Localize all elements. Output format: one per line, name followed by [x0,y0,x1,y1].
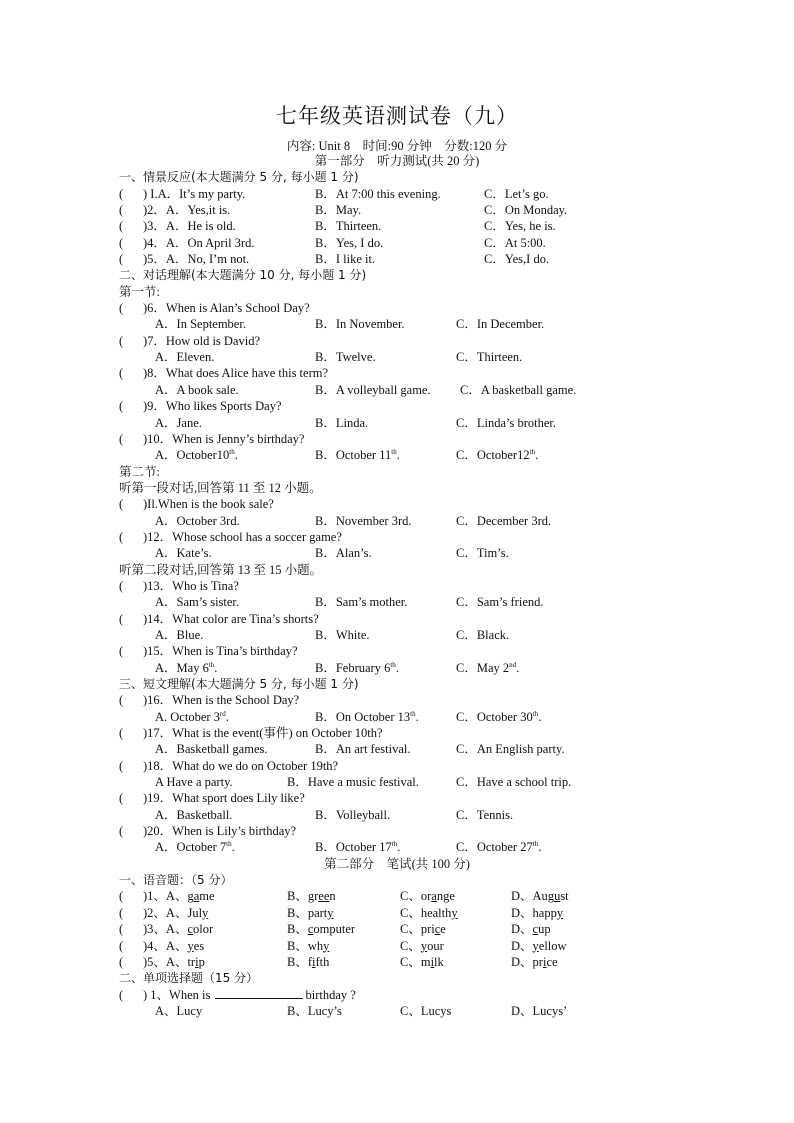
answer-bracket: ( [119,693,124,708]
options [119,447,679,463]
question [119,790,679,806]
option-c: C．Yes, he is. [484,219,556,234]
option-b: B．October 17th. [315,840,401,855]
option-d: D、yellow [511,938,567,953]
question [119,529,679,545]
option-a: A．May 6th. [155,660,218,675]
options [119,807,679,823]
option-c: C．October12th. [456,448,539,463]
question-text: )12．Whose school has a soccer game? [143,529,342,544]
question [119,333,679,349]
option-d: D、price [511,954,558,969]
phonetics-question [119,921,679,937]
answer-bracket: ( [119,186,124,201]
option-a: A．Basketball. [155,807,233,822]
option-a: )2．A．Yes,it is. [143,203,231,218]
option-a: A. October 3rd. [155,709,229,724]
option-b: B．In November. [315,317,405,332]
question-text: )20．When is Lily’s birthday? [143,824,297,839]
section-heading: 一、语音题：（5 分） [119,873,233,888]
option-a: A．Eleven. [155,350,215,365]
question-text: )10．When is Jenny’s birthday? [143,431,305,446]
question-text: )17．What is the event(事件) on October 10th? [143,726,383,741]
option-c: C．An English party. [456,742,565,757]
question-text: )9．Who likes Sports Day? [143,399,282,414]
section-heading: 三、短文理解(本大题满分 5 分, 每小题 1 分) [119,677,359,691]
option-a: )2、A、July [143,905,209,920]
fill-blank-question [119,987,679,1003]
exam-meta: 内容: Unit 8 时间:90 分钟 分数:120 分 [286,139,508,153]
answer-bracket: ( [119,938,124,953]
phonetics-question [119,905,679,921]
option-a: A．Basketball games. [155,742,268,757]
option-a: ) I.A．It’s my party. [143,186,246,201]
exam-content [119,153,679,1019]
option-b: B．Thirteen. [315,219,382,234]
option-c: C．May 2nd. [456,660,520,675]
option-b: B．A volleyball game. [315,382,431,397]
option-c: C、milk [400,954,444,969]
option-b: B．White. [315,627,370,642]
question-text: )Il.When is the book sale? [143,497,274,512]
answer-bracket: ( [119,578,124,593]
option-c: C．At 5:00. [484,235,546,250]
section-heading: 二、单项选择题（15 分） [119,971,259,986]
answer-bracket: ( [119,922,124,937]
option-c: C．Have a school trip. [456,775,572,790]
option-a: )3、A、color [143,922,214,937]
options [119,627,679,643]
option-b: B．Volleyball. [315,807,391,822]
option-b: B．Linda. [315,415,369,430]
option-c: C．Tennis. [456,807,514,822]
option-c: C．Linda’s brother. [456,415,556,430]
question-text: )8．What does Alice have this term? [143,366,329,381]
answer-bracket: ( [119,235,124,250]
option-c: C、healthy [400,905,458,920]
question [119,611,679,627]
option-a: )3．A．He is old. [143,219,236,234]
option-c: C．In December. [456,317,545,332]
option-b: B、fifth [287,954,330,969]
option-a: A．A book sale. [155,382,239,397]
options [119,709,679,725]
option-b: B、why [287,938,330,953]
options [119,382,679,398]
question-text: )19．What sport does Lily like? [143,791,305,806]
page-title: 七年级英语测试卷（九） [276,104,518,128]
question-text: )16．When is the School Day? [143,693,300,708]
option-a: A．Kate’s. [155,546,212,561]
option-a: A．Jane. [155,415,202,430]
question [119,218,679,234]
options [119,594,679,610]
answer-bracket: ( [119,889,124,904]
question [119,300,679,316]
option-c: C．A basketball game. [460,382,577,397]
option-b: B．An art festival. [315,742,411,757]
question-text: )13．Who is Tina? [143,578,239,593]
options [119,316,679,332]
option-c: C．Sam’s friend. [456,595,544,610]
answer-bracket: ( [119,203,124,218]
option-b: B．Twelve. [315,350,376,365]
option-a: A．Sam’s sister. [155,595,240,610]
section-heading: 二、对话理解(本大题满分 10 分, 每小题 1 分) [119,268,367,283]
answer-bracket: ( [119,726,124,741]
options [119,545,679,561]
option-d: D、August [511,889,569,904]
section-title: 第二部分 笔试(共 100 分) [324,856,470,871]
option-c: C．On Monday. [484,203,568,218]
answer-bracket: ( [119,301,124,316]
option-b: B．At 7:00 this evening. [315,186,441,201]
option-c: C、orange [400,889,455,904]
options [119,513,679,529]
option-b: B．Yes, I do. [315,235,384,250]
instruction-text: 第一节: [119,284,160,299]
question-text: )14．What color are Tina’s shorts? [143,611,319,626]
answer-bracket: ( [119,611,124,626]
option-c: C．Yes,I do. [484,252,550,267]
answer-bracket: ( [119,824,124,839]
question-text: ) 1、When is birthday ? [143,987,356,1002]
answer-bracket: ( [119,954,124,969]
question [119,643,679,659]
question-text: )6．When is Alan’s School Day? [143,301,310,316]
option-b: B．I like it. [315,252,376,267]
answer-bracket: ( [119,644,124,659]
option-c: C．Let’s go. [484,186,549,201]
option-d: D、happy [511,905,564,920]
section-title: 第一部分 听力测试(共 20 分) [314,154,480,168]
options [119,660,679,676]
question [119,578,679,594]
option-b: B．October 11th. [315,448,400,463]
option-b: B．May. [315,203,362,218]
answer-bracket: ( [119,252,124,267]
option-c: C．October 30th. [456,709,542,724]
question [119,725,679,741]
question [119,823,679,839]
instruction-text: 听第一段对话,回答第 11 至 12 小题。 [119,480,322,495]
question [119,251,679,267]
options [119,839,679,855]
phonetics-question [119,938,679,954]
question [119,758,679,774]
option-a: A、Lucy [155,1003,203,1018]
option-c: C．Black. [456,627,510,642]
question-text: )7．How old is David? [143,333,260,348]
option-c: C．October 27th. [456,840,542,855]
option-b: B．November 3rd. [315,513,412,528]
option-c: C、price [400,922,446,937]
option-b: B．Have a music festival. [287,775,419,790]
answer-blank [215,987,303,999]
option-b: B、party [287,905,334,920]
option-d: D、cup [511,922,551,937]
question [119,365,679,381]
option-a: )4．A．On April 3rd. [143,235,255,250]
question [119,431,679,447]
answer-bracket: ( [119,333,124,348]
option-c: C．Thirteen. [456,350,523,365]
option-c: C．December 3rd. [456,513,552,528]
question [119,496,679,512]
options [119,415,679,431]
option-b: B．On October 13th. [315,709,419,724]
option-b: B、Lucy’s [287,1003,342,1018]
option-b: B．Alan’s. [315,546,372,561]
option-b: B．February 6th. [315,660,399,675]
answer-bracket: ( [119,529,124,544]
section-heading: 一、情景反应(本大题满分 5 分, 每小题 1 分) [119,170,359,185]
answer-bracket: ( [119,497,124,512]
option-b: B．Sam’s mother. [315,595,408,610]
option-a: A．October 3rd. [155,513,240,528]
option-a: )4、A、yes [143,938,205,953]
option-c: C、Lucys [400,1003,452,1018]
option-a: A．October10th. [155,448,238,463]
phonetics-question [119,954,679,970]
question-text: )18．What do we do on October 19th? [143,758,339,773]
option-b: B、green [287,889,336,904]
option-a: A Have a party. [155,775,233,790]
option-a: )1、A、game [143,889,215,904]
question [119,235,679,251]
answer-bracket: ( [119,758,124,773]
option-a: )5．A．No, I’m not. [143,252,250,267]
options [119,741,679,757]
answer-bracket: ( [119,791,124,806]
option-c: C．Tim’s. [456,546,509,561]
options [119,1003,679,1019]
option-c: C、your [400,938,444,953]
answer-bracket: ( [119,905,124,920]
option-b: B、computer [287,922,356,937]
question [119,202,679,218]
answer-bracket: ( [119,987,124,1002]
options [119,349,679,365]
option-a: A．In September. [155,317,246,332]
answer-bracket: ( [119,399,124,414]
phonetics-question [119,888,679,904]
question [119,692,679,708]
options [119,774,679,790]
option-a: A．Blue. [155,627,204,642]
answer-bracket: ( [119,366,124,381]
question [119,186,679,202]
option-a: )5、A、trip [143,954,205,969]
question-text: )15．When is Tina’s birthday? [143,644,298,659]
answer-bracket: ( [119,431,124,446]
question [119,398,679,414]
instruction-text: 第二节: [119,464,160,479]
option-a: A．October 7th. [155,840,235,855]
answer-bracket: ( [119,219,124,234]
instruction-text: 听第二段对话,回答第 13 至 15 小题。 [119,562,323,577]
option-d: D、Lucys’ [511,1003,568,1018]
